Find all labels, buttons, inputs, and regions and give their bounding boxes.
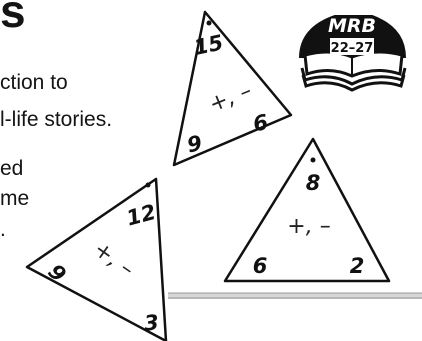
triangle-3-right-number: 3	[143, 310, 160, 336]
page-divider	[168, 293, 422, 299]
paragraph-line-1: ction to	[0, 71, 68, 94]
mrb-badge	[300, 15, 405, 90]
triangle-1-right-number: 6	[250, 109, 271, 137]
top-dot	[207, 21, 212, 26]
top-dot	[311, 158, 316, 163]
paragraph-line-2: l-life stories.	[0, 108, 113, 131]
top-dot	[146, 183, 151, 188]
fact-triangle-3	[27, 179, 166, 341]
triangle-3-top-number: 12	[123, 199, 159, 231]
paragraph-line-5: .	[0, 218, 6, 241]
triangle-2-top-number: 8	[305, 171, 321, 195]
triangle-1-operation: +, –	[205, 78, 256, 118]
triangle-1-top-number: 15	[191, 30, 226, 60]
triangle-3-left-number: 9	[43, 259, 71, 287]
badge-title: MRB	[327, 15, 377, 37]
triangle-3-operation: +, –	[88, 236, 139, 283]
heading-fragment: s	[0, 0, 26, 37]
triangle-1-left-number: 9	[184, 130, 205, 158]
triangle-2-left-number: 6	[252, 254, 268, 278]
triangle-2-right-number: 2	[349, 254, 365, 278]
paragraph-line-4: me	[0, 187, 30, 210]
paragraph-line-3: ed	[0, 157, 24, 180]
badge-page-range: 22–27	[330, 41, 374, 56]
triangle-2-operation: +, –	[287, 214, 331, 239]
fact-triangle-1	[174, 12, 291, 165]
fact-triangle-2	[225, 139, 389, 281]
